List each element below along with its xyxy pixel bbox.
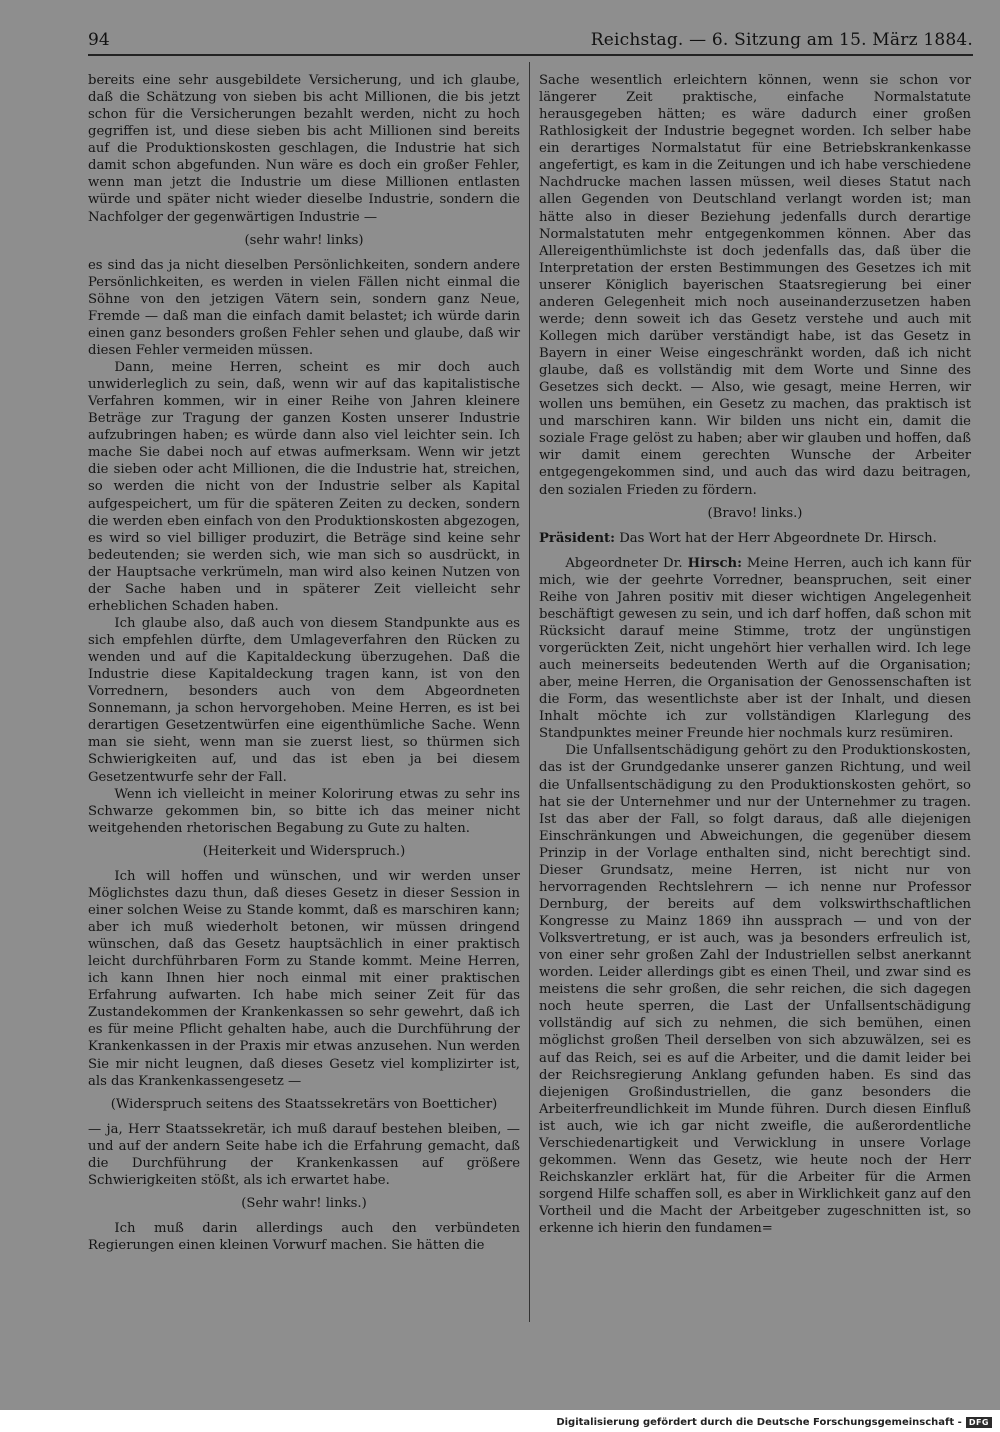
right-column [539, 72, 971, 1237]
interjection: (Widerspruch seitens des Staatssekretärs von Boetticher) [110, 1096, 498, 1112]
dfg-logo-icon: DFG [966, 1417, 992, 1428]
text-paragraph: Ich muß darin allerdings auch den verbündeten Regierungen einen kleinen Vorwurf machen. Sie hätten die [88, 1221, 520, 1254]
header-rule [88, 54, 973, 56]
text-paragraph: es sind das ja nicht dieselben Persönlichkeiten, sondern andere Persönlichkeiten, es werden in vielen Fällen nicht einmal die Söhne von den jetzigen Vätern sein, sondern ganz Neue, Fremde — daß man die einfach damit belastet; ich würde darin einen ganz besonders großen Fehler sehen und glaube, daß wir diesen Fehler vermeiden müssen. [88, 257, 520, 358]
interjection: (Bravo! links.) [707, 505, 803, 521]
text-paragraph: Dann, meine Herren, scheint es mir doch auch unwiderleglich zu sein, daß, wenn wir auf das kapitalistische Verfahren kommen, wir in einer Reihe von Jahren kleinere Beträge zur Tragung der ganzen Kosten unserer Industrie aufzubringen haben; es würde dann also viel leichter sein. Ich mache Sie dabei noch auf etwas aufmerksam. Wenn wir jetzt die sieben oder acht Millionen, die die Industrie hat, streichen, so werden die nicht von der Industrie selber als Kapital aufgespeichert, um für die späteren Zeiten zu decken, sondern die werden eben einfach von den Produktionskosten abgezogen, es wird so viel billiger produzirt, die Beträge sind keine sehr bedeutenden; sie werden sich, wie man sich so ausdrückt, in der Hauptsache verkrümeln, man wird also keinen Nutzen von der Sache haben und in späterer Zeit vielleicht sehr erheblichen Schaden haben. [88, 360, 520, 614]
page-header [88, 26, 973, 54]
text-paragraph: Ich will hoffen und wünschen, und wir werden unser Möglichstes dazu thun, daß dieses Gesetz in dieser Session in einer solchen Weise zu Stande kommt, daß es marschiren kann; aber ich muß wiederholt betonen, wir müssen dringend wünschen, daß das Gesetz hauptsächlich in einer praktisch leicht durchführbaren Form zu Stande kommt. Meine Herren, ich kann Ihnen hier noch einmal mit einer praktischen Erfahrung aufwarten. Ich habe mich seiner Zeit für das Zustandekommen der Krankenkassen so sehr gewehrt, daß ich es für meine Pflicht gehalten habe, auch die Durchführung der Krankenkassen in der Praxis mir etwas anzusehen. Nun werden Sie mir nicht leugnen, daß dieses Gesetz viel komplizirter ist, als das Krankenkassengesetz — [88, 868, 520, 1089]
text-paragraph: Sache wesentlich erleichtern können, wenn sie schon vor längerer Zeit praktische, einfache Normalstatute herausgegeben hätten; es wäre dadurch einer großen Rathlosigkeit der Industrie begegnet worden. Ich selber habe ein derartiges Normalstatut für eine Betriebskrankenkasse angefertigt, es kam in die Zeitungen und ich habe verschiedene Nachdrucke machen lassen müssen, weil dieses Statut nach allen Gegenden von Deutschland verlangt worden ist; man hätte also in dieser Beziehung jedenfalls durch derartige Normalstatuten mehr entgegenkommen können. Aber das Allereigenthümlichste ist doch jedenfalls das, daß über die Interpretation der ersten Bestimmungen des Gesetzes ich mit unserer Königlich bayerischen Staatsregierung bei einer anderen Gelegenheit mich noch auseinanderzusetzen haben werde; denn soweit ich das Gesetz verstehe und auch mit Kollegen mich darüber verständigt habe, ist das Gesetz in Bayern in einer Weise eingeschränkt worden, daß ich nicht glaube, daß es vollständig mit dem Worte und Sinne des Gesetzes sich deckt. — Also, wie gesagt, meine Herren, wir wollen uns bemühen, ein Gesetz zu machen, das praktisch ist und marschiren kann. Wir bilden uns nicht ein, damit die soziale Frage gelöst zu haben; aber wir glauben und hoffen, daß wir damit einem gerechten Wunsche der Arbeiter entgegengekommen sind, und auch das wird dazu beitragen, den sozialen Frieden zu fördern. [539, 73, 971, 498]
speaker-name: Hirsch: [687, 555, 742, 571]
left-column [88, 72, 520, 1254]
speech-paragraph [539, 530, 971, 547]
footer-credit: Digitalisierung gefördert durch die Deutsche Forschungsgemeinschaft - [556, 1416, 962, 1428]
text-paragraph: Wenn ich vielleicht in meiner Kolorirung etwas zu sehr ins Schwarze gekommen bin, so bitte ich das meiner nicht weitgehenden rhetorischen Begabung zu Gute zu halten. [88, 786, 520, 836]
text-paragraph: Die Unfallsentschädigung gehört zu den Produktionskosten, das ist der Grundgedanke unserer ganzen Richtung, und weil die Unfallsentschädigung zu den Produktionskosten gehört, so hat sie der Unternehmer und nur der Unternehmer zu tragen. Ist das aber der Fall, so folgt daraus, daß alle diejenigen Einschränkungen und Abweichungen, die gegenüber diesem Prinzip in der Vorlage enthalten sind, nicht berechtigt sind. Dieser Grundsatz, meine Herren, ist nicht nur von hervorragenden Rechtslehrern — ich nenne nur Professor Dernburg, der bereits auf dem volkswirthschaftlichen Kongresse zu Mainz 1869 ihn aussprach — und von der Volksvertretung, er ist auch, was ja besonders erfreulich ist, von einer sehr großen Zahl der Industriellen selbst anerkannt worden. Leider allerdings gibt es einen Theil, und zwar sind es meistens die sehr großen, die sehr reichen, die sich dagegen noch heute sperren, die Last der Unfallsentschädigung vollständig auf sich zu nehmen, die sich bemühen, einen möglichst großen Theil derselben von sich abzuwälzen, sei es auf das Reich, sei es auf die Arbeiter, und die damit leider bei der Reichsregierung Anklang gefunden haben. Es sind das diejenigen Großindustriellen, die ganz besonders die Arbeiterfreundlichkeit im Munde führen. Durch diesen Einfluß ist auch, wie ich gar nicht zweifle, die außerordentliche Verschiedenartigkeit und Verwicklung in unsere Vorlage gekommen. Wenn das Gesetz, wie heute noch der Herr Reichskanzler erklärt hat, für die Arbeiter für die Armen sorgend Hilfe schaffen soll, es aber in Wirklichkeit ganz auf den Vortheil und die Macht der Arbeitgeber zugeschnitten ist, so erkenne ich hierin den fundamen= [539, 743, 971, 1237]
text-paragraph: Ich glaube also, daß auch von diesem Standpunkte aus es sich empfehlen dürfte, dem Umlageverfahren den Rücken zu wenden und auf die Kapitaldeckung überzugehen. Daß die Industrie diese Kapitaldeckung tragen kann, ist von den Vorrednern, besonders auch von dem Abgeordneten Sonnemann, ja schon hervorgehoben. Meine Herren, es ist bei derartigen Gesetzentwürfen eine eigenthümliche Sache. Wenn man sie sieht, wenn man sie zuerst liest, so thürmen sich Schwierigkeiten auf, und das ist eben ja bei diesem Gesetzentwurfe sehr der Fall. [88, 615, 520, 785]
speaker-name: Präsident: [539, 530, 616, 546]
speaker-title: Abgeordneter Dr. [565, 555, 688, 571]
running-title: Reichstag. — 6. Sitzung am 15. März 1884. [590, 30, 973, 50]
interjection: (Heiterkeit und Widerspruch.) [202, 843, 406, 859]
column-divider [529, 62, 530, 1322]
speech-text: Das Wort hat der Herr Abgeordnete Dr. Hirsch. [615, 530, 937, 546]
interjection: (Sehr wahr! links.) [241, 1195, 367, 1211]
speech-paragraph [539, 555, 971, 743]
text-paragraph: bereits eine sehr ausgebildete Versicherung, und ich glaube, daß die Schätzung von sieben bis acht Millionen, die bis jetzt schon für die Versicherungen bezahlt werden, nicht zu hoch gegriffen ist, und diese sieben bis acht Millionen sind bereits auf die Produktionskosten geschlagen, die Industrie hat sich damit schon abgefunden. Nun wäre es doch ein großer Fehler, wenn man jetzt die Industrie um diese Millionen entlasten würde und später nicht wieder dieselbe Industrie, sondern die Nachfolger der gegenwärtigen Industrie — [88, 73, 520, 225]
digitization-footer [556, 1414, 992, 1430]
speech-text: Meine Herren, auch ich kann für mich, wie der geehrte Vorredner, beanspruchen, seit einer Reihe von Jahren positiv mit dieser wichtigen Angelegenheit beschäftigt gewesen zu sein, und ich darf hoffen, daß schon mit Rücksicht darauf meine Stimme, trotz der ungünstigen vorgerückten Zeit, nicht ungehört hier verhallen wird. Ich lege auch meinerseits bedeutenden Werth auf die Organisation; aber, meine Herren, die Organisation der Genossenschaften ist die Form, das wesentlichste aber ist der Inhalt, und diesen Inhalt möchte ich zur vollständigen Klarlegung des Standpunktes meiner Freunde hier nochmals kurz resümiren. [539, 555, 971, 742]
interjection: (sehr wahr! links) [244, 232, 364, 248]
page-number: 94 [88, 30, 110, 50]
text-paragraph: — ja, Herr Staatssekretär, ich muß darauf bestehen bleiben, — und auf der andern Seite habe ich die Erfahrung gemacht, daß die Durchführung der Krankenkassen auf größere Schwierigkeiten stößt, als ich erwartet habe. [88, 1121, 520, 1188]
